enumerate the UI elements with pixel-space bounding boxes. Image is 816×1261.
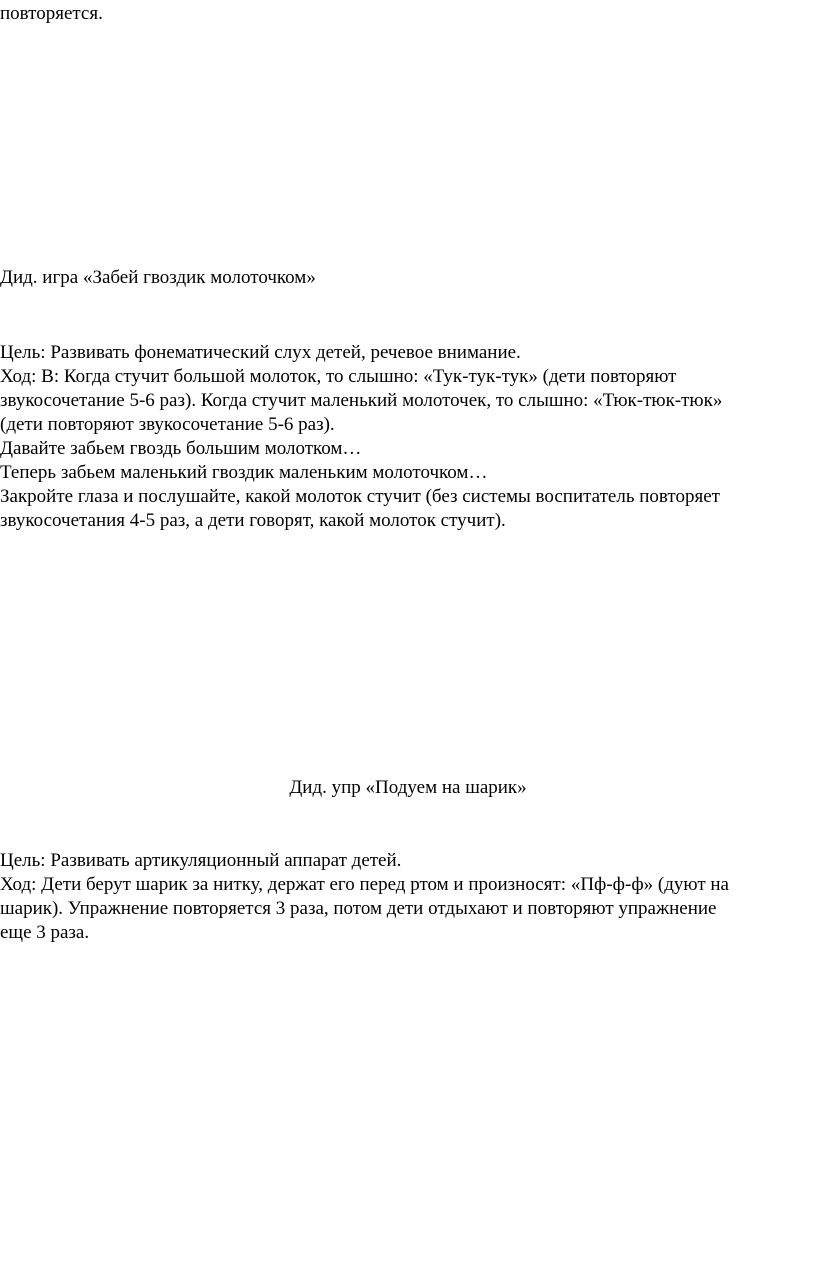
continued-text: повторяется. [0,3,103,24]
game2-goal: Цель: Развивать артикуляционный аппарат детей. [0,850,402,871]
game2-body [0,849,816,945]
game2-process-line: Ход: Дети берут шарик за нитку, держат его перед ртом и произносят: «Пф-ф-ф» (дуют на [0,874,729,895]
game1-goal: Цель: Развивать фонематический слух детей, речевое внимание. [0,342,521,363]
game2-title: Дид. упр «Подуем на шарик» [289,777,527,798]
game1-process-line: звукосочетания 4-5 раз, а дети говорят, какой молоток стучит). [0,510,506,531]
game1-process-line: Давайте забьем гвоздь большим молотком… [0,438,362,459]
game1-title-block [0,266,816,290]
game1-title: Дид. игра «Забей гвоздик молоточком» [0,267,316,288]
game2-title-block [0,776,816,800]
game1-process-line: звукосочетание 5-6 раз). Когда стучит маленький молоточек, то слышно: «Тюк-тюк-тюк» [0,390,723,411]
game1-process-line: (дети повторяют звукосочетание 5-6 раз). [0,414,335,435]
game1-process-line: Закройте глаза и послушайте, какой молоток стучит (без системы воспитатель повторяет [0,486,720,507]
game2-process-line: шарик). Упражнение повторяется 3 раза, потом дети отдыхают и повторяют упражнение [0,898,717,919]
game1-process-line: Ход: В: Когда стучит большой молоток, то слышно: «Тук-тук-тук» (дети повторяют [0,366,677,387]
game2-process-line: еще 3 раза. [0,922,90,943]
game1-body [0,341,816,533]
game1-process-line: Теперь забьем маленький гвоздик маленьким молоточком… [0,462,488,483]
text-fragment [0,2,816,26]
